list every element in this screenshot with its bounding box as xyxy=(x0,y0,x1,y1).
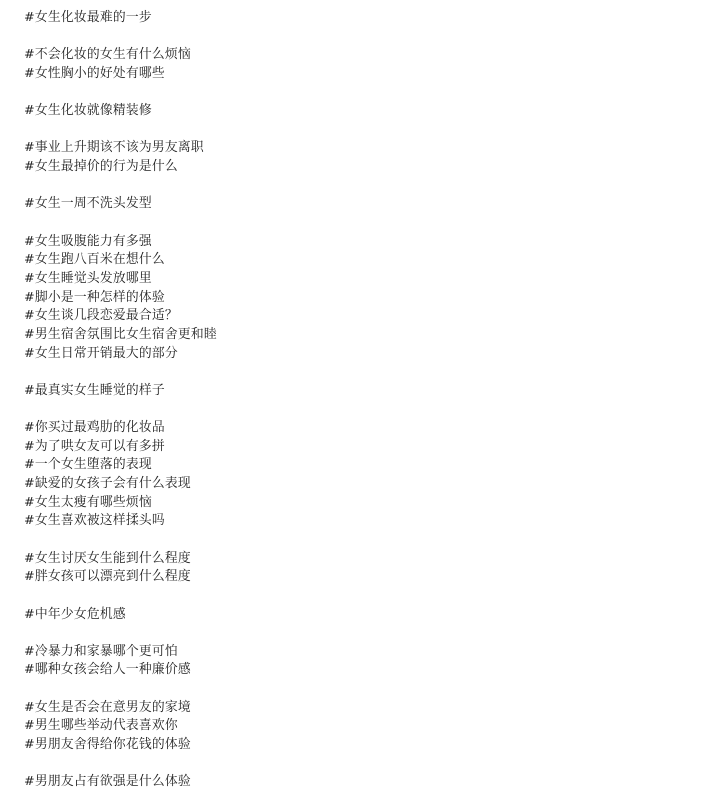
hashtag-line: #男生宿舍氛围比女生宿舍更和睦 xyxy=(24,326,217,342)
blank-line xyxy=(24,84,720,103)
hashtag-line: #女生讨厌女生能到什么程度 xyxy=(24,550,191,566)
blank-line xyxy=(24,680,720,699)
blank-line xyxy=(24,755,720,774)
hashtag-line: #女生睡觉头发放哪里 xyxy=(24,270,152,286)
hashtag-line: #女生日常开销最大的部分 xyxy=(24,345,178,361)
hashtag-line: #男朋友舍得给你花钱的体验 xyxy=(24,736,191,752)
hashtag-line: #女性胸小的好处有哪些 xyxy=(24,65,165,81)
hashtag-line: #中年少女危机感 xyxy=(24,606,126,622)
hashtag-line: #脚小是一种怎样的体验 xyxy=(24,289,165,305)
hashtag-line: #女生喜欢被这样揉头吗 xyxy=(24,513,165,529)
blank-line xyxy=(24,121,720,140)
hashtag-line: #女生太瘦有哪些烦恼 xyxy=(24,494,152,510)
blank-line xyxy=(24,363,720,382)
blank-line xyxy=(24,531,720,550)
blank-line xyxy=(24,624,720,643)
blank-line xyxy=(24,400,720,419)
hashtag-line: #女生是否会在意男友的家境 xyxy=(24,699,191,715)
blank-line xyxy=(24,214,720,233)
hashtag-line: #男生哪些举动代表喜欢你 xyxy=(24,718,178,734)
hashtag-line: #女生跑八百米在想什么 xyxy=(24,252,165,268)
hashtag-line: #哪种女孩会给人一种廉价感 xyxy=(24,662,191,678)
hashtag-line: #胖女孩可以漂亮到什么程度 xyxy=(24,569,191,585)
blank-line xyxy=(24,177,720,196)
hashtag-line: #女生最掉价的行为是什么 xyxy=(24,159,178,175)
hashtag-line: #女生一周不洗头发型 xyxy=(24,196,152,212)
hashtag-line: #最真实女生睡觉的样子 xyxy=(24,382,165,398)
hashtag-line: #一个女生堕落的表现 xyxy=(24,457,152,473)
hashtag-line: #冷暴力和家暴哪个更可怕 xyxy=(24,643,178,659)
hashtag-line: #缺爱的女孩子会有什么表现 xyxy=(24,476,191,492)
hashtag-line: #女生化妆最难的一步 xyxy=(24,10,152,25)
blank-line xyxy=(24,28,720,47)
hashtag-line: #不会化妆的女生有什么烦恼 xyxy=(24,47,191,63)
hashtag-line: #为了哄女友可以有多拼 xyxy=(24,438,165,454)
hashtag-line: #你买过最鸡肋的化妆品 xyxy=(24,420,165,436)
hashtag-line: #男朋友占有欲强是什么体验 xyxy=(24,774,191,790)
hashtag-line: #女生谈几段恋爱最合适？ xyxy=(24,308,178,324)
hashtag-line: #女生化妆就像精装修 xyxy=(24,103,152,119)
hashtag-line: #事业上升期该不该为男友离职 xyxy=(24,140,204,156)
blank-line xyxy=(24,587,720,606)
hashtag-line: #女生吸腹能力有多强 xyxy=(24,233,152,249)
